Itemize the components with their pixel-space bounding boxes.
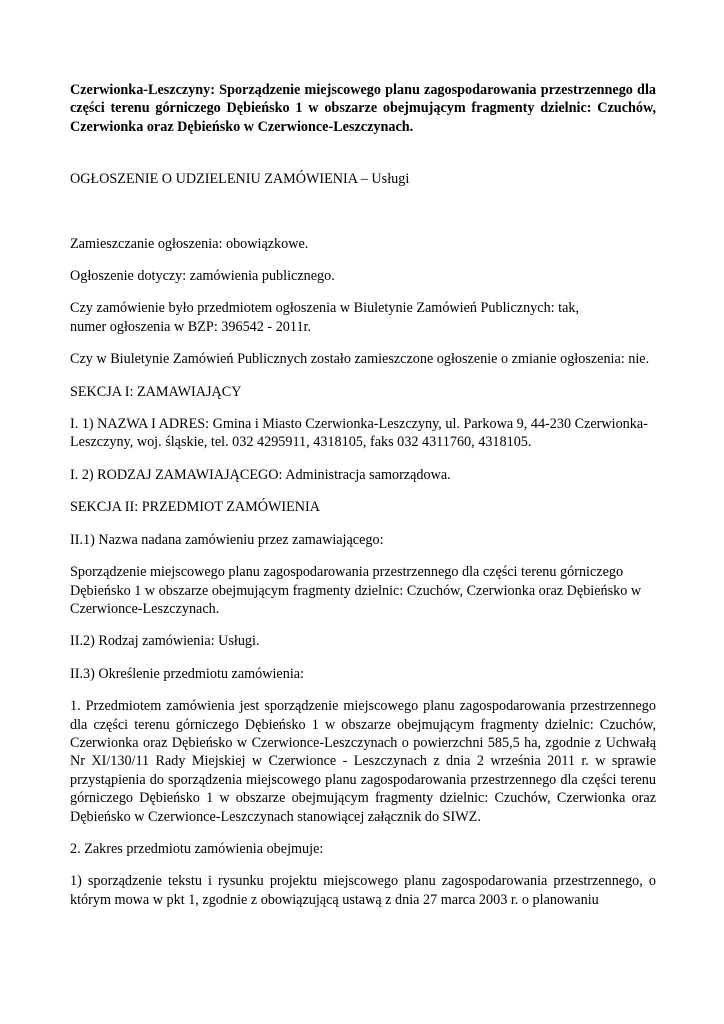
section-1-name-address: I. 1) NAZWA I ADRES: Gmina i Miasto Czerwionka-Leszczyny, ul. Parkowa 9, 44-230 Czerwionka-Leszczyny, woj. śląskie, tel. 032 4295911, 4318105, faks 032 4311760, 4318105. <box>70 416 648 451</box>
posting-info: Zamieszczanie ogłoszenia: obowiązkowe. <box>70 235 309 252</box>
section-2-scope-paragraph: 1) sporządzenie tekstu i rysunku projektu miejscowego planu zagospodarowania przestrzennego, o którym mowa w pkt 1, zgodnie z obowiązującą ustawą z dnia 27 marca 2003 r. o planowaniu <box>70 873 656 908</box>
document-page <box>70 81 656 909</box>
section-2-name-label: II.1) Nazwa nadana zamówieniu przez zamawiającego: <box>70 531 384 548</box>
section-2-subject-label: II.3) Określenie przedmiotu zamówienia: <box>70 665 305 682</box>
section-2-subject-paragraph: 1. Przedmiotem zamówienia jest sporządzenie miejscowego planu zagospodarowania przestrzennego dla części terenu górniczego Dębieńsko 1 w obszarze obejmującym fragmenty dzielnic: Czuchów, Czerwionka oraz Dębieńsko w Czerwionce-Leszczynach o powierzchni 585,5 ha, zgodnie z Uchwałą Nr XI/130/11 Rady Miejskiej w Czerwionce - Leszczynach z dnia 2 września 2011 r. w sprawie przystąpienia do sporządzenia miejscowego planu zagospodarowania przestrzennego dla części terenu górniczego Dębieńsko 1 w obszarze obejmującym fragmenty dzielnic: Czuchów, Czerwionka oraz Dębieńsko w Czerwionce-Leszczynach stanowiącej załącznik do SIWZ. <box>70 698 656 825</box>
section-2-heading: SEKCJA II: PRZEDMIOT ZAMÓWIENIA <box>70 499 320 516</box>
concerns-info: Ogłoszenie dotyczy: zamówienia publicznego. <box>70 268 335 285</box>
section-2-name-value: Sporządzenie miejscowego planu zagospodarowania przestrzennego dla części terenu górniczego Dębieńsko 1 w obszarze obejmującym fragmenty dzielnic: Czuchów, Czerwionka oraz Dębieńsko w Czerwionce-Leszczynach. <box>70 564 642 617</box>
section-2-kind: II.2) Rodzaj zamówienia: Usługi. <box>70 633 260 650</box>
bzp-line-1: Czy zamówienie było przedmiotem ogłoszenia w Biuletynie Zamówień Publicznych: tak, <box>70 300 580 317</box>
document-title: Czerwionka-Leszczyny: Sporządzenie miejscowego planu zagospodarowania przestrzennego dla części terenu górniczego Dębieńsko 1 w obszarze obejmującym fragmenty dzielnic: Czuchów, Czerwionka oraz Dębieńsko w Czerwionce-Leszczynach. <box>70 82 656 135</box>
notice-type: OGŁOSZENIE O UDZIELENIU ZAMÓWIENIA – Usługi <box>70 171 410 188</box>
section-1-heading: SEKCJA I: ZAMAWIAJĄCY <box>70 383 242 400</box>
change-notice-info: Czy w Biuletynie Zamówień Publicznych zostało zamieszczone ogłoszenie o zmianie ogłoszenia: nie. <box>70 351 650 368</box>
section-2-scope-label: 2. Zakres przedmiotu zamówienia obejmuje: <box>70 840 324 857</box>
bzp-info <box>70 299 656 336</box>
section-1-type: I. 2) RODZAJ ZAMAWIAJĄCEGO: Administracja samorządowa. <box>70 466 451 483</box>
bzp-line-2: numer ogłoszenia w BZP: 396542 - 2011r. <box>70 318 312 335</box>
